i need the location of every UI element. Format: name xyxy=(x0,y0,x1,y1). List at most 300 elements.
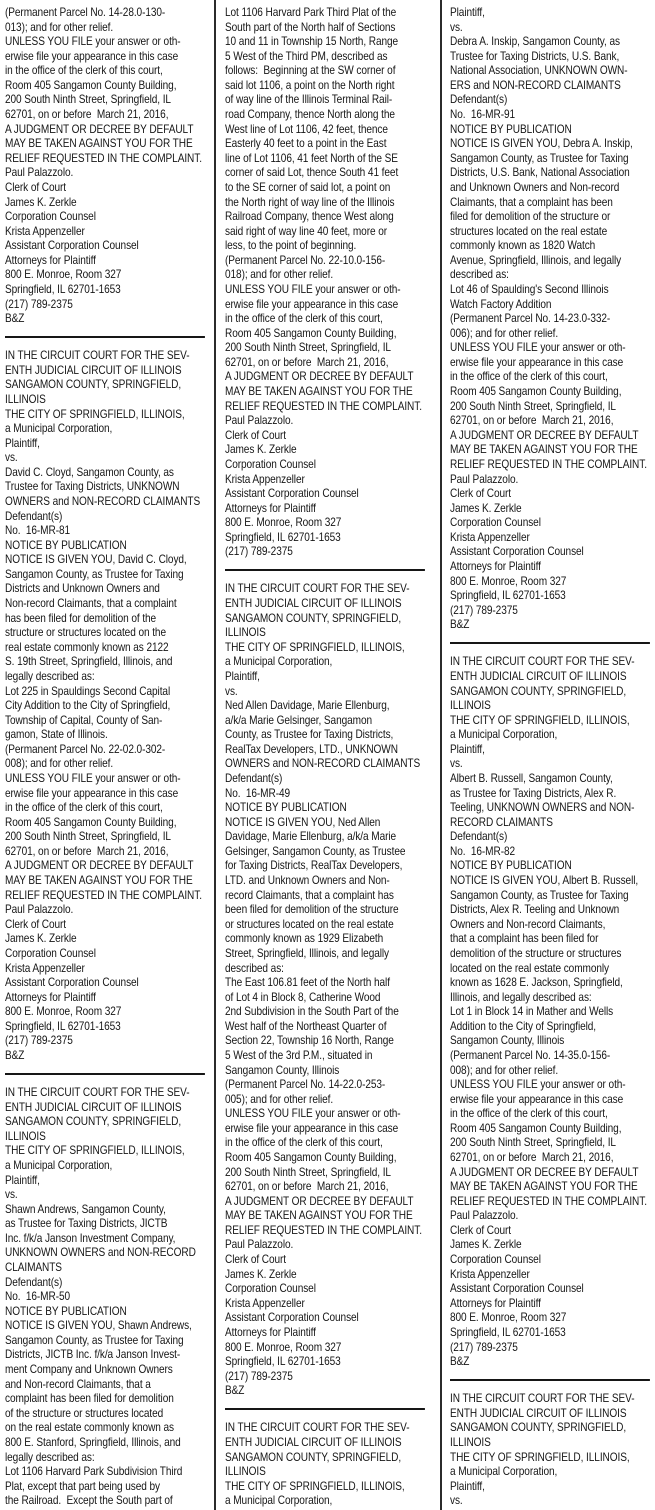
notice-line: James K. Zerkle xyxy=(225,442,297,457)
notice-line: structures located on the real estate xyxy=(450,223,608,238)
notice-line: a/k/a Marie Gelsinger, Sangamon xyxy=(225,712,372,727)
notice-line: in the office of the clerk of this court, xyxy=(450,1106,608,1121)
notice-line: Albert B. Russell, Sangamon County, xyxy=(450,770,613,785)
notice-line: Trustee for Taxing Districts, U.S. Bank, xyxy=(450,48,620,63)
notice-line: that a complaint has been filed for xyxy=(450,931,599,946)
notice-line: City Addition to the City of Springfield, xyxy=(5,698,171,713)
notice-line: Springfield, IL 62701-1653 xyxy=(225,1354,341,1369)
column-2 xyxy=(214,0,440,1510)
notice-line: Plaintiff, xyxy=(450,1478,485,1493)
notice-line: No. 16-MR-49 xyxy=(225,785,291,800)
notice-line: A JUDGMENT OR DECREE BY DEFAULT xyxy=(225,369,414,384)
notice-line: a Municipal Corporation, xyxy=(450,727,558,742)
notice-line: commonly known as 1929 Elizabeth xyxy=(225,931,384,946)
notice-line: IN THE CIRCUIT COURT FOR THE SEV- xyxy=(450,1391,635,1406)
notice-line: ILLINOIS xyxy=(450,698,491,713)
notice-line: RECORD CLAIMANTS xyxy=(450,814,553,829)
notice-line: gamon, State of Illinois. xyxy=(5,727,108,742)
notice-line: Attorneys for Plaintiff xyxy=(5,252,96,267)
notice-line: A JUDGMENT OR DECREE BY DEFAULT xyxy=(5,858,194,873)
notice-line: THE CITY OF SPRINGFIELD, ILLINOIS, xyxy=(5,406,185,421)
notice-line: ILLINOIS xyxy=(5,391,46,406)
notice-line: 200 South Ninth Street, Springfield, IL xyxy=(225,1164,391,1179)
notice-line: Corporation Counsel xyxy=(450,1252,541,1267)
notice-line: ILLINOIS xyxy=(450,1434,491,1449)
notice-line: Plaintiff, xyxy=(450,741,485,756)
notice-line: (Permanent Parcel No. 14-23.0-332- xyxy=(450,311,611,326)
notice-line: NOTICE IS GIVEN YOU, David C. Cloyd, xyxy=(5,552,187,567)
notice-line: 62701, on or before March 21, 2016, xyxy=(450,413,614,428)
notice-line: Krista Appenzeller xyxy=(450,1266,530,1281)
notice-line: in the office of the clerk of this court, xyxy=(225,311,383,326)
notice-line: Watch Factory Addition xyxy=(450,296,552,311)
notice-line: (Permanent Parcel No. 14-28.0-130- xyxy=(5,5,166,19)
notice-line: NOTICE IS GIVEN YOU, Debra A. Inskip, xyxy=(450,136,633,151)
notice-line: No. 16-MR-82 xyxy=(450,843,516,858)
notice-line: THE CITY OF SPRINGFIELD, ILLINOIS, xyxy=(225,1478,405,1493)
notice-line: James K. Zerkle xyxy=(450,1237,522,1252)
notice-line: RELIEF REQUESTED IN THE COMPLAINT. xyxy=(450,1193,647,1208)
notice-line: SANGAMON COUNTY, SPRINGFIELD, xyxy=(450,683,627,698)
notice-line: (Permanent Parcel No. 14-22.0-253- xyxy=(225,1077,386,1092)
notice-line: Paul Palazzolo. xyxy=(225,413,294,428)
notice-16-MR-49-ned-allen-davidage xyxy=(225,581,432,1397)
notice-line: ILLINOIS xyxy=(5,1128,46,1143)
notice-line: ENTH JUDICIAL CIRCUIT OF ILLINOIS xyxy=(450,668,627,683)
notice-line: Sangamon County, as Trustee for Taxing xyxy=(450,887,629,902)
notice-line: MAY BE TAKEN AGAINST YOU FOR THE xyxy=(225,384,413,399)
notice-next-header-start xyxy=(450,1391,655,1508)
notice-line: has been filed for demolition of the xyxy=(5,610,157,625)
notice-16-MR-50-continued xyxy=(225,5,432,559)
column-1 xyxy=(0,0,214,1510)
notice-line: OWNERS and NON-RECORD CLAIMANTS xyxy=(5,494,201,508)
notice-line: Gelsinger, Sangamon County, as Trustee xyxy=(225,843,406,858)
notice-line: vs. xyxy=(225,683,238,698)
column-3 xyxy=(440,0,655,1510)
notice-line: Inc. f/k/a Janson Investment Company, xyxy=(5,1230,176,1245)
notice-line: NOTICE BY PUBLICATION xyxy=(5,537,127,552)
notice-line: Sangamon County, as Trustee for Taxing xyxy=(5,1332,184,1347)
notice-line: Paul Palazzolo. xyxy=(225,1237,294,1252)
notice-line: RELIEF REQUESTED IN THE COMPLAINT. xyxy=(5,887,202,902)
notice-line: vs. xyxy=(5,450,18,465)
notice-line: in the office of the clerk of this court, xyxy=(5,800,163,815)
notice-line: (Permanent Parcel No. 22-02.0-302- xyxy=(5,741,166,756)
column-1-content xyxy=(5,5,212,1508)
notice-line: Room 405 Sangamon County Building, xyxy=(225,325,397,340)
notice-16-MR-82-albert-b-russell xyxy=(450,654,655,1368)
notice-line: Districts and Unknown Owners and xyxy=(5,581,160,596)
notice-line: B&Z xyxy=(450,1354,470,1369)
notice-line: ENTH JUDICIAL CIRCUIT OF ILLINOIS xyxy=(5,1099,182,1114)
notice-line: 200 South Ninth Street, Springfield, IL xyxy=(450,398,616,413)
notice-line: Clerk of Court xyxy=(450,1222,512,1237)
notice-line: Paul Palazzolo. xyxy=(5,165,74,180)
notice-line: a Municipal Corporation, xyxy=(5,421,113,436)
notice-line: 5 West of the 3rd P.M., situated in xyxy=(225,1047,373,1062)
notice-16-MR-91-header-start xyxy=(225,1420,432,1507)
notice-line: (217) 789-2375 xyxy=(5,296,73,311)
notice-line: 800 E. Monroe, Room 327 xyxy=(450,573,567,588)
notice-line: RELIEF REQUESTED IN THE COMPLAINT. xyxy=(450,456,647,471)
notice-line: 013); and for other relief. xyxy=(5,19,114,34)
notice-line: Assistant Corporation Counsel xyxy=(225,1310,359,1325)
notice-line: SANGAMON COUNTY, SPRINGFIELD, xyxy=(5,377,182,392)
notice-line: RealTax Developers, LTD., UNKNOWN xyxy=(225,741,398,756)
notice-line: and Unknown Owners and Non-record xyxy=(450,179,620,194)
notice-line: 200 South Ninth Street, Springfield, IL xyxy=(225,340,391,355)
notice-line: Lot 225 in Spauldings Second Capital xyxy=(5,683,171,698)
notice-line: Plaintiff, xyxy=(450,5,485,19)
notice-line: UNLESS YOU FILE your answer or oth- xyxy=(225,1106,401,1121)
notice-line: 005); and for other relief. xyxy=(225,1091,334,1106)
notice-line: Districts, U.S. Bank, National Association xyxy=(450,165,630,180)
notice-line: SANGAMON COUNTY, SPRINGFIELD, xyxy=(5,1114,182,1129)
notice-line: located on the real estate commonly xyxy=(450,960,609,975)
notice-divider xyxy=(5,1073,205,1075)
notice-line: 5 West of the Third PM, described as xyxy=(225,48,388,63)
notice-line: in the office of the clerk of this court, xyxy=(450,369,608,384)
notice-16-MR-81-david-c-cloyd xyxy=(5,348,212,1062)
notice-line: a Municipal Corporation, xyxy=(225,654,333,669)
notice-line: No. 16-MR-81 xyxy=(5,523,71,538)
notice-line: Plaintiff, xyxy=(5,435,40,450)
notice-line: (217) 789-2375 xyxy=(225,1368,293,1383)
notice-line: S. 19th Street, Springfield, Illinois, and xyxy=(5,654,173,669)
notice-line: of Lot 4 in Block 8, Catherine Wood xyxy=(225,989,381,1004)
notice-line: County, as Trustee for Taxing Districts, xyxy=(225,727,394,742)
notice-line: said lot 1106, a point on the North right xyxy=(225,77,395,92)
notice-line: RELIEF REQUESTED IN THE COMPLAINT. xyxy=(225,1222,422,1237)
notice-line: RELIEF REQUESTED IN THE COMPLAINT. xyxy=(5,150,202,165)
notice-line: vs. xyxy=(450,19,463,34)
notice-line: Corporation Counsel xyxy=(5,209,96,224)
notice-line: IN THE CIRCUIT COURT FOR THE SEV- xyxy=(225,581,410,596)
notice-line: a Municipal Corporation, xyxy=(225,1493,333,1508)
notice-line: B&Z xyxy=(225,1383,245,1398)
notice-line: SANGAMON COUNTY, SPRINGFIELD, xyxy=(225,610,402,625)
notice-line: Owners and Non-record Claimants, xyxy=(450,916,606,931)
notice-line: follows: Beginning at the SW corner of xyxy=(225,63,396,78)
notice-line: (217) 789-2375 xyxy=(225,544,293,559)
notice-line: Assistant Corporation Counsel xyxy=(5,238,139,253)
notice-line: 10 and 11 in Township 15 North, Range xyxy=(225,34,399,49)
notice-line: South part of the North half of Sections xyxy=(225,19,396,34)
notice-line: James K. Zerkle xyxy=(225,1266,297,1281)
notice-line: OWNERS and NON-RECORD CLAIMANTS xyxy=(225,756,421,771)
notice-line: Street, Springfield, Illinois, and legally xyxy=(225,945,390,960)
notice-line: Krista Appenzeller xyxy=(450,529,530,544)
notice-line: the North right of way line of the Illinois xyxy=(225,194,395,209)
notice-line: line of Lot 1106, 41 feet North of the SE xyxy=(225,150,398,165)
notice-line: SANGAMON COUNTY, SPRINGFIELD, xyxy=(450,1420,627,1435)
notice-line: in the office of the clerk of this court, xyxy=(225,1135,383,1150)
notice-line: Lot 1 in Block 14 in Mather and Wells xyxy=(450,1004,614,1019)
notice-line: Debra A. Inskip, Sangamon County, as xyxy=(450,34,620,49)
notice-line: been filed for demolition of the structure xyxy=(225,902,399,917)
notice-line: (217) 789-2375 xyxy=(5,1033,73,1048)
notice-line: LTD. and Unknown Owners and Non- xyxy=(225,873,390,888)
notice-line: THE CITY OF SPRINGFIELD, ILLINOIS, xyxy=(450,712,630,727)
notice-line: A JUDGMENT OR DECREE BY DEFAULT xyxy=(450,1164,639,1179)
notice-line: Paul Palazzolo. xyxy=(450,1208,519,1223)
notice-line: NOTICE BY PUBLICATION xyxy=(450,121,572,136)
notice-line: Teeling, UNKNOWN OWNERS and NON- xyxy=(450,800,635,815)
notice-line: Non-record Claimants, that a complaint xyxy=(5,596,177,611)
notice-line: Railroad Company, thence West along xyxy=(225,209,394,224)
notice-line: West line of Lot 1106, 42 feet, thence xyxy=(225,121,388,136)
notice-line: Springfield, IL 62701-1653 xyxy=(450,1324,566,1339)
notice-line: 008); and for other relief. xyxy=(5,756,114,771)
notice-divider xyxy=(450,1379,650,1381)
notice-line: on the real estate commonly known as xyxy=(5,1420,174,1435)
notice-line: Springfield, IL 62701-1653 xyxy=(5,281,121,296)
notice-line: Attorneys for Plaintiff xyxy=(225,1324,316,1339)
notice-line: of the structure or structures located xyxy=(5,1405,164,1420)
notice-line: ILLINOIS xyxy=(225,1464,266,1479)
notice-line: Assistant Corporation Counsel xyxy=(5,975,139,990)
notice-line: 62701, on or before March 21, 2016, xyxy=(5,843,169,858)
notice-line: Paul Palazzolo. xyxy=(450,471,519,486)
notice-line: NOTICE IS GIVEN YOU, Ned Allen xyxy=(225,814,381,829)
notice-line: The East 106.81 feet of the North half xyxy=(225,975,390,990)
notice-line: Corporation Counsel xyxy=(225,456,316,471)
notice-line: THE CITY OF SPRINGFIELD, ILLINOIS, xyxy=(5,1143,185,1158)
notice-line: vs. xyxy=(5,1187,18,1202)
notice-line: Attorneys for Plaintiff xyxy=(450,558,541,573)
notice-line: NOTICE IS GIVEN YOU, Albert B. Russell, xyxy=(450,873,639,888)
notice-line: ENTH JUDICIAL CIRCUIT OF ILLINOIS xyxy=(225,596,402,611)
notice-line: UNLESS YOU FILE your answer or oth- xyxy=(5,770,181,785)
notice-line: Room 405 Sangamon County Building, xyxy=(450,384,622,399)
notice-line: MAY BE TAKEN AGAINST YOU FOR THE xyxy=(225,1208,413,1223)
column-3-content xyxy=(450,5,655,1508)
notice-line: CLAIMANTS xyxy=(5,1259,62,1274)
notice-line: Plaintiff, xyxy=(225,668,260,683)
notice-line: Clerk of Court xyxy=(225,1252,287,1267)
notice-line: No. 16-MR-50 xyxy=(5,1289,71,1304)
notice-line: Addition to the City of Springfield, xyxy=(450,1018,597,1033)
notice-line: No. 16-MR-91 xyxy=(450,107,516,122)
notice-line: Springfield, IL 62701-1653 xyxy=(450,588,566,603)
notice-line: IN THE CIRCUIT COURT FOR THE SEV- xyxy=(450,654,635,669)
notice-line: NOTICE BY PUBLICATION xyxy=(5,1303,127,1318)
notice-line: Springfield, IL 62701-1653 xyxy=(5,1018,121,1033)
notice-line: A JUDGMENT OR DECREE BY DEFAULT xyxy=(5,121,194,136)
notice-line: UNKNOWN OWNERS and NON-RECORD xyxy=(5,1245,196,1260)
notice-line: Illinois, and legally described as: xyxy=(450,989,592,1004)
notice-line: Corporation Counsel xyxy=(225,1281,316,1296)
notice-line: Assistant Corporation Counsel xyxy=(450,544,584,559)
notice-divider xyxy=(225,1408,425,1410)
notice-line: Paul Palazzolo. xyxy=(5,902,74,917)
notice-line: B&Z xyxy=(450,617,470,632)
notice-line: SANGAMON COUNTY, SPRINGFIELD, xyxy=(225,1449,402,1464)
notice-line: B&Z xyxy=(5,1047,25,1062)
notice-line: James K. Zerkle xyxy=(5,931,77,946)
notice-line: MAY BE TAKEN AGAINST YOU FOR THE xyxy=(5,136,193,151)
notice-line: Attorneys for Plaintiff xyxy=(225,500,316,515)
notice-line: James K. Zerkle xyxy=(5,194,77,209)
notice-line: A JUDGMENT OR DECREE BY DEFAULT xyxy=(225,1193,414,1208)
notice-line: UNLESS YOU FILE your answer or oth- xyxy=(450,1077,626,1092)
notice-line: NOTICE IS GIVEN YOU, Shawn Andrews, xyxy=(5,1318,192,1333)
notice-line: RELIEF REQUESTED IN THE COMPLAINT. xyxy=(225,398,422,413)
notice-line: Assistant Corporation Counsel xyxy=(450,1281,584,1296)
notice-line: Krista Appenzeller xyxy=(225,471,305,486)
notice-line: 2nd Subdivision in the South Part of the xyxy=(225,1004,399,1019)
notice-line: vs. xyxy=(450,1493,463,1508)
notice-line: THE CITY OF SPRINGFIELD, ILLINOIS, xyxy=(450,1449,630,1464)
notice-line: Shawn Andrews, Sangamon County, xyxy=(5,1201,166,1216)
notice-line: record Claimants, that a complaint has xyxy=(225,887,394,902)
notice-line: 200 South Ninth Street, Springfield, IL xyxy=(450,1135,616,1150)
notice-line: Sangamon County, as Trustee for Taxing xyxy=(450,150,629,165)
notice-line: ENTH JUDICIAL CIRCUIT OF ILLINOIS xyxy=(5,362,182,377)
notice-line: Room 405 Sangamon County Building, xyxy=(450,1120,622,1135)
notice-line: Districts, Alex R. Teeling and Unknown xyxy=(450,902,620,917)
notice-line: Easterly 40 feet to a point in the East xyxy=(225,136,387,151)
notice-line: Corporation Counsel xyxy=(5,945,96,960)
notice-line: Defendant(s) xyxy=(225,770,283,785)
notice-line: Avenue, Springfield, Illinois, and legally xyxy=(450,252,622,267)
notice-line: erwise file your appearance in this case xyxy=(225,1120,399,1135)
notice-line: 018); and for other relief. xyxy=(225,267,334,282)
notice-line: Clerk of Court xyxy=(450,486,512,501)
notice-line: Sangamon County, Illinois xyxy=(225,1062,340,1077)
notice-line: West half of the Northeast Quarter of xyxy=(225,1018,387,1033)
notice-line: (Permanent Parcel No. 14-35.0-156- xyxy=(450,1047,611,1062)
notice-16-MR-50-shawn-andrews-part xyxy=(5,1085,212,1508)
notice-line: UNLESS YOU FILE your answer or oth- xyxy=(225,281,401,296)
notice-line: 800 E. Monroe, Room 327 xyxy=(5,1004,122,1019)
notice-line: THE CITY OF SPRINGFIELD, ILLINOIS, xyxy=(225,639,405,654)
notice-line: Sangamon County, as Trustee for Taxing xyxy=(5,566,184,581)
notice-line: Clerk of Court xyxy=(225,427,287,442)
notice-line: ENTH JUDICIAL CIRCUIT OF ILLINOIS xyxy=(225,1434,402,1449)
notice-line: demolition of the structure or structures xyxy=(450,945,622,960)
notice-line: road Company, thence North along the xyxy=(225,107,395,122)
notice-line: commonly known as 1820 Watch xyxy=(450,238,596,253)
notice-line: described as: xyxy=(225,960,284,975)
notice-line: erwise file your appearance in this case xyxy=(450,354,624,369)
notice-line: complaint has been filed for demolition xyxy=(5,1391,174,1406)
notice-line: as Trustee for Taxing Districts, JICTB xyxy=(5,1216,168,1231)
notice-line: 008); and for other relief. xyxy=(450,1062,559,1077)
notice-line: to the SE corner of said lot, a point on xyxy=(225,179,391,194)
notice-line: 800 E. Monroe, Room 327 xyxy=(225,1339,342,1354)
notice-line: Sangamon County, Illinois xyxy=(450,1033,565,1048)
notice-line: Room 405 Sangamon County Building, xyxy=(5,814,177,829)
notice-line: Claimants, that a complaint has been xyxy=(450,194,613,209)
notice-line: 800 E. Monroe, Room 327 xyxy=(450,1310,567,1325)
notice-line: ERS and NON-RECORD CLAIMANTS xyxy=(450,77,621,92)
notice-line: Districts, JICTB Inc. f/k/a Janson Invest- xyxy=(5,1347,181,1362)
notice-line: 200 South Ninth Street, Springfield, IL xyxy=(5,829,171,844)
notice-line: Clerk of Court xyxy=(5,179,67,194)
notice-line: Room 405 Sangamon County Building, xyxy=(225,1150,397,1165)
notice-line: Section 22, Township 16 North, Range xyxy=(225,1033,394,1048)
notice-line: IN THE CIRCUIT COURT FOR THE SEV- xyxy=(225,1420,410,1435)
notice-16-MR-91-debra-a-inskip-continued xyxy=(450,5,655,632)
notice-line: NOTICE BY PUBLICATION xyxy=(450,858,572,873)
notice-line: IN THE CIRCUIT COURT FOR THE SEV- xyxy=(5,1085,190,1100)
notice-line: 800 E. Stanford, Springfield, Illinois, and xyxy=(5,1434,181,1449)
notice-line: Plaintiff, xyxy=(5,1172,40,1187)
notice-line: Defendant(s) xyxy=(5,508,63,523)
notice-line: Attorneys for Plaintiff xyxy=(450,1295,541,1310)
notice-line: Krista Appenzeller xyxy=(5,960,85,975)
notice-line: Defendant(s) xyxy=(450,829,508,844)
notice-line: Krista Appenzeller xyxy=(225,1295,305,1310)
notice-line: Krista Appenzeller xyxy=(5,223,85,238)
notice-line: Room 405 Sangamon County Building, xyxy=(5,77,177,92)
notice-line: legally described as: xyxy=(5,1449,95,1464)
notice-line: less, to the point of beginning. xyxy=(225,238,357,253)
notice-line: described as: xyxy=(450,267,509,282)
notice-line: David C. Cloyd, Sangamon County, as xyxy=(5,464,174,479)
notice-line: filed for demolition of the structure or xyxy=(450,209,611,224)
notice-line: (217) 789-2375 xyxy=(450,602,518,617)
notice-line: Clerk of Court xyxy=(5,916,67,931)
notice-line: B&Z xyxy=(5,311,25,326)
notice-line: Springfield, IL 62701-1653 xyxy=(225,529,341,544)
notice-line: or structures located on the real estate xyxy=(225,916,394,931)
notice-line: MAY BE TAKEN AGAINST YOU FOR THE xyxy=(450,442,638,457)
notice-line: erwise file your appearance in this case xyxy=(450,1091,624,1106)
notice-line: said right of way line 40 feet, more or xyxy=(225,223,388,238)
notice-line: structure or structures located on the xyxy=(5,625,166,640)
notice-line: the Railroad. Except the South part of xyxy=(5,1493,173,1508)
notice-line: 800 E. Monroe, Room 327 xyxy=(5,267,122,282)
notice-line: 62701, on or before March 21, 2016, xyxy=(225,1179,389,1194)
notice-line: Township of Capital, County of San- xyxy=(5,712,163,727)
notice-line: Defendant(s) xyxy=(450,92,508,107)
notice-line: in the office of the clerk of this court, xyxy=(5,63,163,78)
notice-line: 200 South Ninth Street, Springfield, IL xyxy=(5,92,171,107)
notice-line: 800 E. Monroe, Room 327 xyxy=(225,515,342,530)
notice-line: Davidage, Marie Ellenburg, a/k/a Marie xyxy=(225,829,397,844)
notice-line: as Trustee for Taxing Districts, Alex R. xyxy=(450,785,617,800)
notice-line: and Non-record Claimants, that a xyxy=(5,1376,151,1391)
notice-line: ENTH JUDICIAL CIRCUIT OF ILLINOIS xyxy=(450,1405,627,1420)
notice-line: Lot 1106 Harvard Park Third Plat of the xyxy=(225,5,397,19)
notice-line: Plat, except that part being used by xyxy=(5,1478,161,1493)
notice-divider xyxy=(450,642,650,644)
notice-line: UNLESS YOU FILE your answer or oth- xyxy=(5,34,181,49)
notice-line: ILLINOIS xyxy=(225,625,266,640)
notice-continuation-parcel-14-28-0-130-013 xyxy=(5,5,212,326)
notice-line: a Municipal Corporation, xyxy=(450,1464,558,1479)
notice-line: (Permanent Parcel No. 22-10.0-156- xyxy=(225,252,386,267)
notice-line: 62701, on or before March 21, 2016, xyxy=(450,1150,614,1165)
notice-line: Lot 1106 Harvard Park Subdivision Third xyxy=(5,1464,183,1479)
notice-line: 62701, on or before March 21, 2016, xyxy=(5,107,169,122)
notice-line: known as 1628 E. Jackson, Springfield, xyxy=(450,975,623,990)
notice-line: MAY BE TAKEN AGAINST YOU FOR THE xyxy=(450,1179,638,1194)
notice-line: erwise file your appearance in this case xyxy=(5,785,179,800)
notice-line: Attorneys for Plaintiff xyxy=(5,989,96,1004)
notice-line: legally described as: xyxy=(5,668,95,683)
notice-line: of way line of the Illinois Terminal Rail- xyxy=(225,92,393,107)
notice-line: 006); and for other relief. xyxy=(450,325,559,340)
notice-line: Lot 46 of Spaulding's Second Illinois xyxy=(450,281,609,296)
notice-line: corner of said Lot, thence South 41 feet xyxy=(225,165,399,180)
notice-divider xyxy=(225,569,425,571)
notice-line: ment Company and Unknown Owners xyxy=(5,1362,173,1377)
notice-line: A JUDGMENT OR DECREE BY DEFAULT xyxy=(450,427,639,442)
